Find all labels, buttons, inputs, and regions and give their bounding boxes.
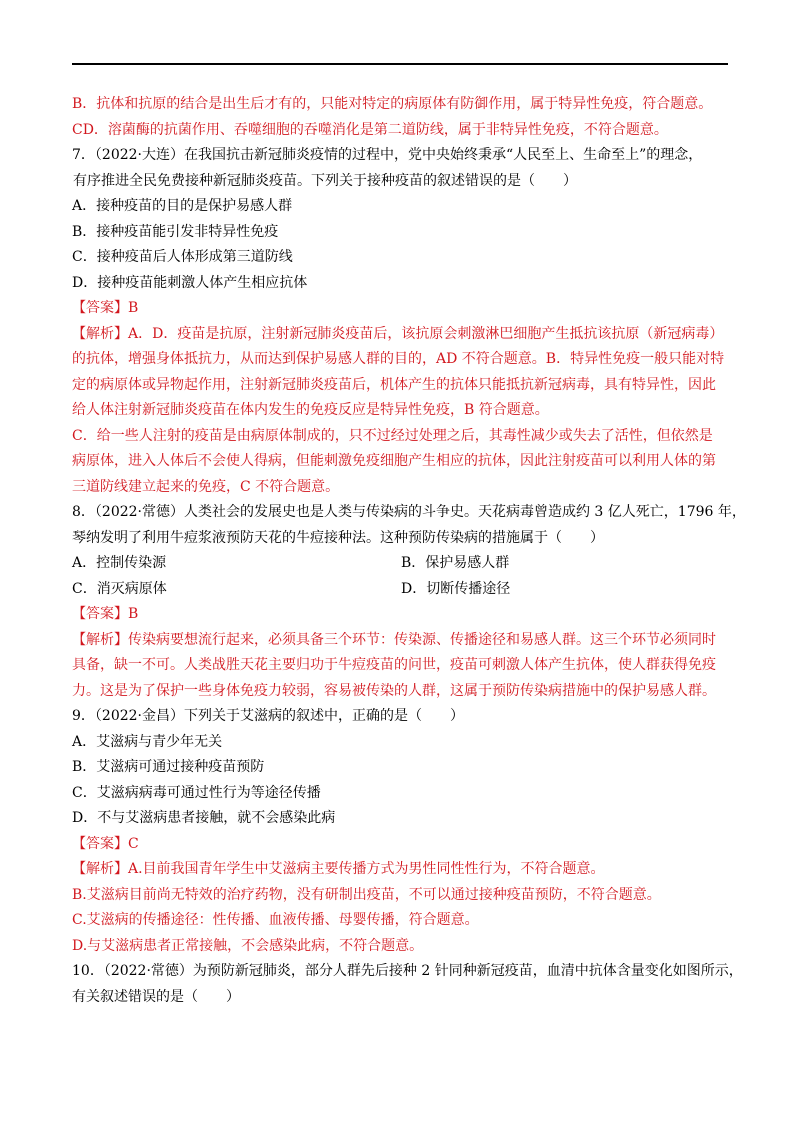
q9-analysis-line3: C.艾滋病的传播途径：性传播、血液传播、母婴传播，符合题意。 [72, 912, 479, 928]
q7-analysis-line6: 病原体，进入人体后不会使人得病，但能刺激免疫细胞产生相应的抗体，因此注射疫苗可以利用人体的第 [72, 453, 716, 469]
answer-tag: 【答案】 [72, 606, 128, 622]
analysis-text: A．D．疫苗是抗原，注射新冠肺炎疫苗后，该抗原会刺激淋巴细胞产生抵抗该抗原（新冠病毒） [128, 325, 724, 342]
q9-option-d: D．不与艾滋病患者接触，就不会感染此病 [72, 810, 336, 826]
answer-value: B [128, 606, 139, 622]
prev-analysis-cd: CD．溶菌酶的抗菌作用、吞噬细胞的吞噬消化是第二道防线，属于非特异性免疫，不符合题意。 [72, 121, 668, 138]
header-rule [72, 63, 728, 65]
q9-option-c: C．艾滋病病毒可通过性行为等途径传播 [72, 784, 321, 801]
q10-stem-line2: 有关叙述错误的是（ ） [72, 988, 240, 1005]
q7-analysis-line4: 给人体注射新冠肺炎疫苗在体内发生的免疫反应是特异性免疫，B 符合题意。 [72, 402, 549, 418]
page-content [72, 92, 746, 1010]
q7-analysis-line3: 定的病原体或异物起作用，注射新冠肺炎疫苗后，机体产生的抗体只能抵抗新冠病毒，具有特异性，因此 [72, 376, 716, 393]
q8-options-row1 [72, 551, 732, 577]
q9-analysis-line1 [72, 857, 732, 883]
q7-answer [72, 296, 732, 322]
q7-option-b: B．接种疫苗能引发非特异性免疫 [72, 223, 279, 240]
q8-analysis-line3: 力。这是为了保护一些身体免疫力较弱，容易被传染的人群，这属于预防传染病措施中的保护易感人群。 [72, 682, 716, 699]
q8-answer [72, 602, 732, 628]
q7-option-a: A．接种疫苗的目的是保护易感人群 [72, 198, 293, 214]
analysis-tag: 【解析】 [72, 861, 128, 877]
answer-value: C [128, 835, 139, 852]
q7-stem-line1: 7．（2022·大连）在我国抗击新冠肺炎疫情的过程中，党中央始终秉承“人民至上、生命至上”的理念， [72, 147, 703, 163]
q8-analysis-line2: 具备，缺一不可。人类战胜天花主要归功于牛痘疫苗的问世，疫苗可刺激人体产生抗体，使人群获得免疫 [72, 657, 716, 673]
q8-option-b: B．保护易感人群 [401, 555, 510, 571]
q7-analysis-line2: 的抗体，增强身体抵抗力，从而达到保护易感人群的目的，AD 不符合题意。B．特异性免疫一般只能对特 [72, 351, 725, 367]
analysis-tag: 【解析】 [72, 631, 128, 648]
q8-stem-line1: 8．（2022·常德）人类社会的发展史也是人类与传染病的斗争史。天花病毒曾造成约 3 亿人死亡，1796 年， [72, 504, 746, 520]
q7-option-c: C．接种疫苗后人体形成第三道防线 [72, 249, 293, 265]
q8-option-a: A．控制传染源 [72, 555, 167, 571]
q7-option-d: D．接种疫苗能刺激人体产生相应抗体 [72, 274, 308, 291]
q7-analysis-line7: 三道防线建立起来的免疫，C 不符合题意。 [72, 478, 340, 495]
q7-stem-line2: 有序推进全民免费接种新冠肺炎疫苗。下列关于接种疫苗的叙述错误的是（ ） [73, 172, 577, 189]
q7-analysis-line5: C．给一些人注射的疫苗是由病原体制成的，只不过经过处理之后，其毒性减少或失去了活性，但依然是 [72, 427, 713, 444]
q9-analysis-line4: D.与艾滋病患者正常接触，不会感染此病，不符合题意。 [72, 937, 424, 954]
q8-options-row2 [72, 577, 732, 603]
analysis-text: A.目前我国青年学生中艾滋病主要传播方式为男性同性性行为，不符合题意。 [128, 861, 605, 877]
analysis-text: 传染病要想流行起来，必须具备三个环节：传染源、传播途径和易感人群。这三个环节必须同时 [128, 631, 716, 648]
q8-stem-line2: 琴纳发明了利用牛痘浆液预防天花的牛痘接种法。这种预防传染病的措施属于（ ） [72, 529, 604, 546]
q8-option-c: C．消灭病原体 [72, 580, 167, 597]
q8-analysis-line1 [72, 628, 732, 654]
analysis-tag: 【解析】 [72, 325, 128, 342]
q8-option-d: D．切断传播途径 [401, 580, 511, 597]
prev-analysis-b: B．抗体和抗原的结合是出生后才有的，只能对特定的病原体有防御作用，属于特异性免疫，符合题意。 [72, 96, 713, 112]
answer-value: B [128, 300, 139, 316]
answer-tag: 【答案】 [72, 835, 128, 852]
q9-answer [72, 832, 732, 858]
answer-tag: 【答案】 [72, 300, 128, 316]
q7-analysis-line1 [72, 322, 732, 348]
q9-analysis-line2: B.艾滋病目前尚无特效的治疗药物，没有研制出疫苗，不可以通过接种疫苗预防，不符合题意。 [72, 886, 661, 903]
q9-option-b: B．艾滋病可通过接种疫苗预防 [72, 759, 265, 775]
q9-stem-line1: 9．（2022·金昌）下列关于艾滋病的叙述中，正确的是（ ） [72, 708, 464, 724]
q10-stem-line1: 10．（2022·常德）为预防新冠肺炎，部分人群先后接种 2 针同种新冠疫苗，血清中抗体含量变化如图所示， [72, 963, 743, 979]
q9-option-a: A．艾滋病与青少年无关 [72, 733, 223, 750]
